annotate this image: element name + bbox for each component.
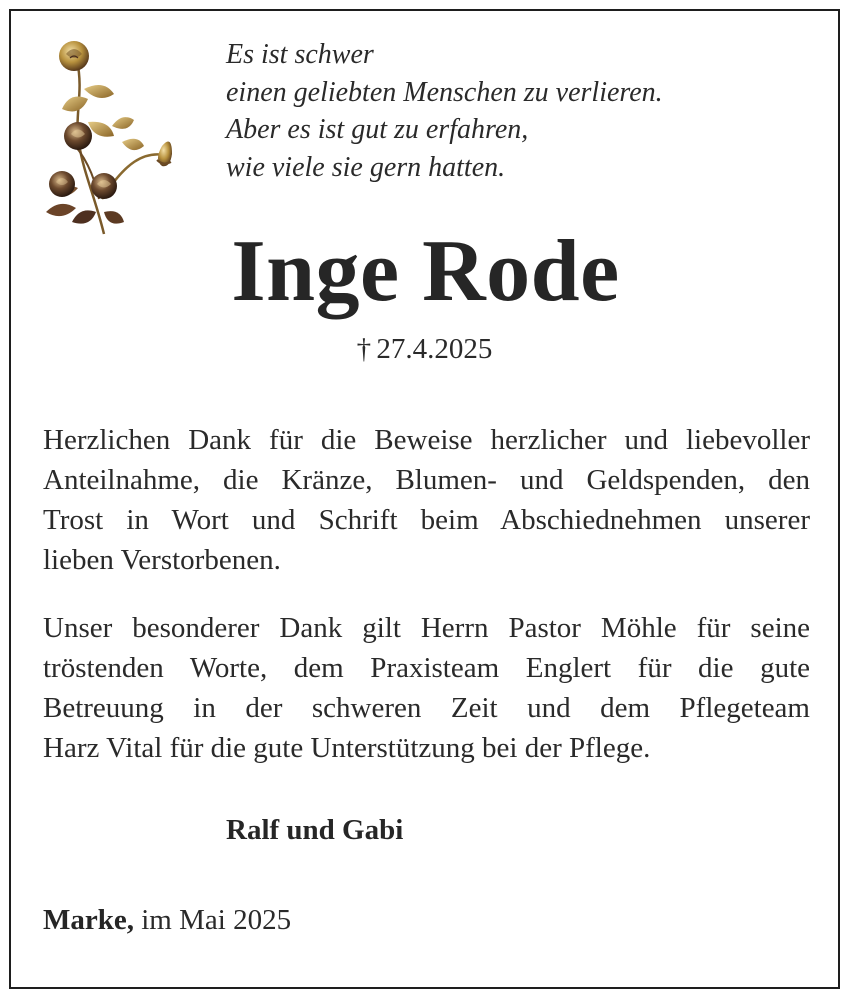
paragraph-line: Betreuung in der schweren Zeit und dem Pflegeteam — [43, 692, 810, 724]
signature: Ralf und Gabi — [226, 814, 404, 846]
poem — [226, 36, 663, 186]
place-month: im Mai 2025 — [141, 904, 292, 936]
paragraph-line: Harz Vital für die gute Unterstützung bei der Pflege. — [43, 732, 651, 764]
poem-line: Es ist schwer — [226, 39, 374, 70]
rose-illustration — [44, 34, 184, 244]
paragraph-line: tröstenden Worte, dem Praxisteam Englert für die gute — [43, 652, 810, 684]
paragraph-line: Anteilnahme, die Kränze, Blumen- und Geldspenden, den — [43, 464, 810, 496]
poem-line: einen geliebten Menschen zu verlieren. — [226, 76, 663, 108]
paragraph-line: lieben Verstorbenen. — [43, 544, 281, 576]
death-date-line — [0, 330, 851, 368]
paragraph-line: Unser besonderer Dank gilt Herrn Pastor Möhle für seine — [43, 612, 810, 644]
paragraph-line: Trost in Wort und Schrift beim Abschiednehmen unserer — [43, 504, 810, 536]
place-date — [43, 900, 291, 940]
poem-line: Aber es ist gut zu erfahren, — [226, 114, 529, 145]
poem-line: wie viele sie gern hatten. — [226, 151, 506, 183]
cross-symbol: † — [356, 333, 372, 365]
special-thanks-paragraph — [43, 608, 810, 768]
deceased-name: Inge Rode — [231, 223, 620, 320]
paragraph-line: Herzlichen Dank für die Beweise herzlicher und liebevoller — [43, 424, 810, 456]
death-date: 27.4.2025 — [376, 333, 493, 365]
thanks-paragraph — [43, 420, 810, 580]
place-town: Marke, — [43, 904, 134, 936]
